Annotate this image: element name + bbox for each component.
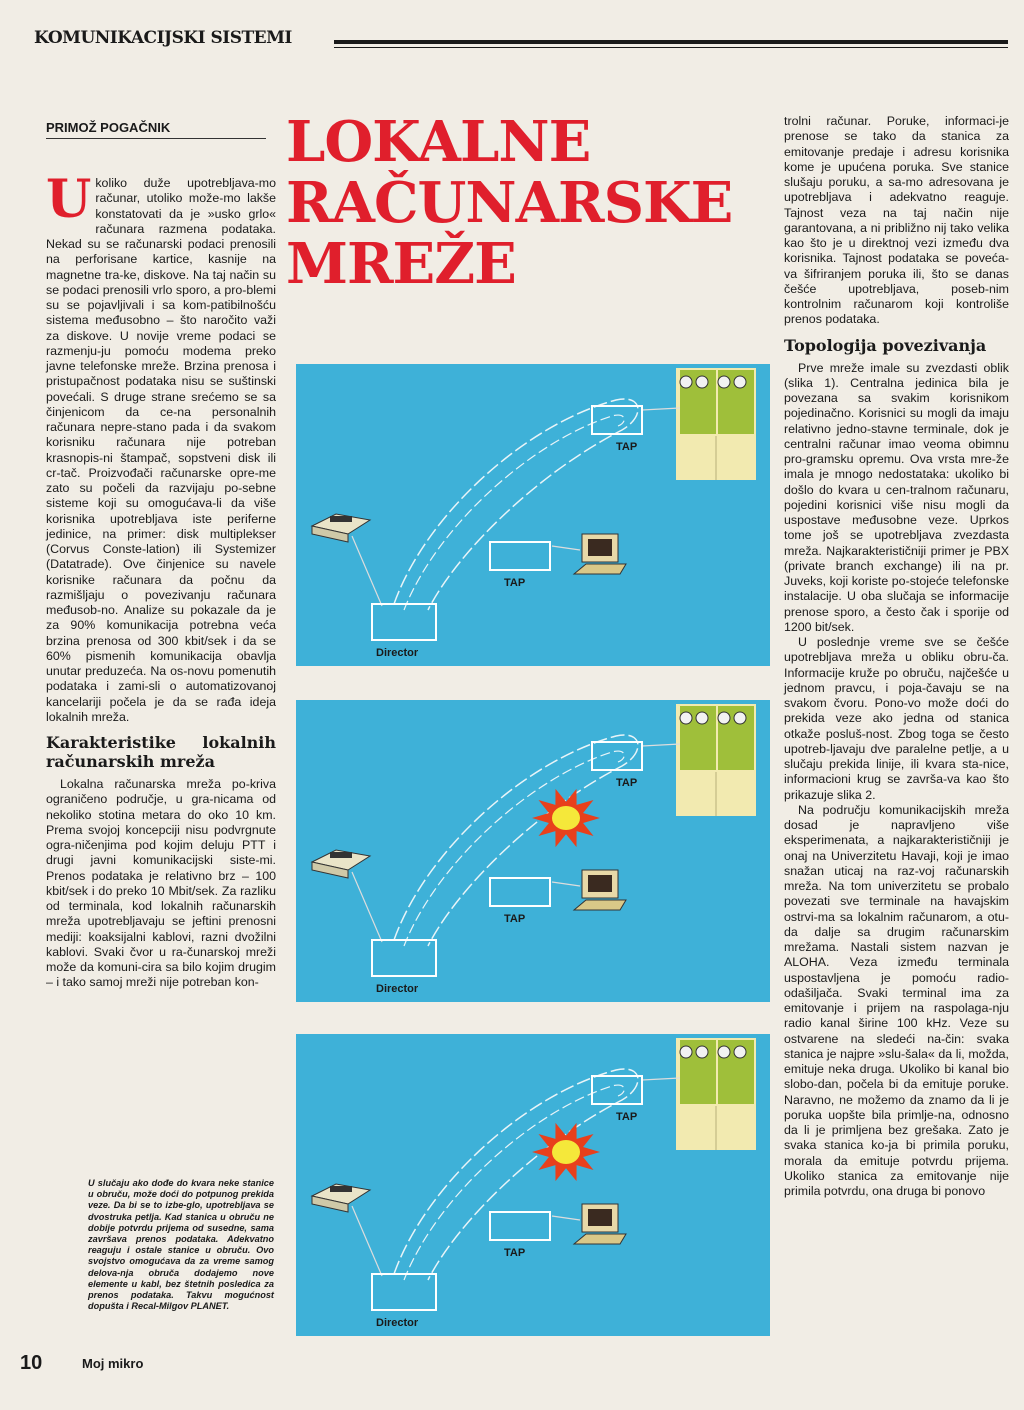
tape-reel-icon: [718, 376, 730, 388]
topology-paragraph-3: Na području komunikacijskih mreža dosad je napravljeno više eksperimenata, a najkarakterističniji je onaj na Univerzitetu Havaji, koji je imao snažan uticaj na raz-voj računarskih mreža. Na tom univerzitetu se probalo povezati sve terminale na havajskim ostrvi-ma sa lokalnim računarom, a otu-da dalje sa drugim računarskim mrežama. Nastali sistem nazvan je ALOHA. Veza između terminala uspostavljena je pomoću radio-odašiljača. Svaki terminal ima za emitovanje i prijem na raspolaga-nju radio kanal širine 100 kHz. Veze su ostvarene na sledeći na-čin: svaka stanica je najpre »slu-šala« da li, možda, emituje neka druga. Ukoliko bi kanal bio slobo-dan, počela bi da emituje poruke. Naravno, ne možemo da znamo da li je poruka uopšte bila primlje-na, odnosno da li je primljena bez grešaka. Zato je svaka stanica ko-ja bi primila poruku, morala da emituje potvrdu prijema. Ukoliko stanica za emitovanje nije primila potvrdu, ona druga bi ponovo: [784, 802, 1009, 1198]
tape-reel-icon: [696, 376, 708, 388]
tap-box-middle: [490, 1212, 550, 1240]
tape-reel-icon: [696, 712, 708, 724]
figure-caption: U slučaju ako dođe do kvara neke stanice u obruču, može doći do potpunog prekida veze. Da bi se to izbe-glo, upotrebljava se dvostruka petlja. Kad stanica u obruču ne dobije potvrdu prijema od susedne, sama završava prenos podataka. Adekvatno reaguju i ostale stanice u obruču. Ovo svojstvo omogućava da za vreme samog delova-nja obruča dodajemo nove elemente u kabl, bez štetnih posledica za prenos podataka. Takvu mogućnost dopušta i Recal-Milgov PLANET.: [88, 1178, 274, 1312]
terminal-keyboard: [574, 1234, 626, 1244]
mainframe-cable: [642, 744, 680, 746]
tape-reel-icon: [734, 376, 746, 388]
tap-label-top: TAP: [616, 777, 638, 789]
topology-paragraph-1: Prve mreže imale su zvezdasti oblik (slika 1). Centralna jedinica bila je povezana sa svakim korisnikom pojedinačno. Korisnici su mogli da imaju relativno jedno-stavne terminale, dok je centralni računar imao veoma obimnu pro-gramsku opremu. Ova vrsta mre-že imala je mnogo nedostataka: ukoliko bi došlo do kvara u cen-tralnom računaru, pojedini korisnici više nisu mogli da uspostave međusobne veze. Uprkos tome još se upotrebljava zvezdasta mreža. Najkarakterističniji primer je PBX (private branch exchange) ili na pr. Juveks, koji koriste po-stojeće telefonske instalacije. U oba slučaja se informacije prenose sporo, a često čak i sporije od 1200 bit/sek.: [784, 360, 1009, 634]
terminal-screen: [588, 1209, 612, 1226]
diagram-1: [296, 364, 770, 666]
printer-cable: [352, 1206, 382, 1276]
network-diagram-svg: [296, 700, 770, 1002]
topology-paragraph-2: U poslednje vreme sve se češće upotrebljava mreža u obliku obru-ča. Informacije kruže po obruču, najčešće u jednom pravcu, i poja-čavaju se na svakom čvoru. Pono-vo može doći do prekida veze ako jedna od stanica otkaže posluš-nost. Zbog toga se često upotreb-ljavaju dve paralelne petlje, a u slučaju prekida linije, ili kvara sta-nice, informacioni krug se završa-va kao što prikazuje slika 2.: [784, 635, 1009, 802]
section-title: KOMUNIKACIJSKI SISTEMI: [34, 28, 292, 48]
magazine-name: Moj mikro: [82, 1356, 144, 1371]
title-line-2: RAČUNARSKE: [286, 170, 733, 236]
printer-icon: [312, 1184, 370, 1212]
tap-label-middle: TAP: [504, 577, 526, 589]
tap-label-top: TAP: [616, 441, 638, 453]
tape-reel-icon: [680, 712, 692, 724]
terminal-keyboard: [574, 900, 626, 910]
mainframe-cabinet: [676, 704, 756, 816]
mainframe-cabinet: [676, 1038, 756, 1150]
subhead-characteristics: Karakteristike lokalnih računarskih mreža: [46, 733, 276, 771]
tape-reel-icon: [718, 712, 730, 724]
printer-icon: [312, 514, 370, 542]
page-number: 10: [20, 1352, 43, 1374]
dropcap: U: [46, 169, 92, 230]
printer-cable: [352, 536, 382, 606]
fault-burst-core: [552, 1140, 580, 1164]
tape-reel-icon: [718, 1046, 730, 1058]
author-rule: [46, 138, 266, 139]
article-title: [286, 109, 733, 297]
intro-text: koliko duže upotrebljava-mo računar, utoliko može-mo lakše konstatovati da je »usko grlo« računara razmena podataka. Nekad su se računarski podaci prenosili na perforisane kartice, kasnije na magnetne tra-ke, diskove. Na taj način su se podaci prenosili vrlo sporo, a pro-blemi su se pojavljivali i sa kom-patibilnošću sistema međusobno – što naročito važi za diskove. U novije vreme podaci se razmenju-ju pomoću modema preko javne telefonske mreže. Brzina prenosa i pristupačnost podataka nisu se suštinski povećali. S druge strane srećemo se sa činjenicom da ce-na personalnih računara nepre-stano pada i da svakom korisniku računara nije potreban krasnopis-ni štampač, sopstveni disk ili cr-tač. Proizvođači računarske opre-me zato su počeli da razvijaju po-sebne sisteme koji su omogućava-li da više korisnika upotrebljava iste periferne jedinice, na primer: disk multiplekser (Corvus Conste-lation) ili Systemizer (Datatrade). Ove činjenice su navele korisnike računara da počnu da razmišljaju o povezivanju računara međusob-no. Analize su pokazale da je za 90% komunikacija potrebna veća brzina prenosa od 300 kbit/sek i da se 60% pismenih komunikacija obavlja unutar preduzeća. Na os-novu pomenutih podataka i zami-sli o automatizovanoj kancelariji počela je da se rađa ideja lokalnih mreža.: [46, 176, 276, 724]
printer-slot: [330, 516, 352, 522]
terminal-icon: [574, 1204, 626, 1244]
diagram-3: [296, 1034, 770, 1336]
network-diagram-svg: [296, 1034, 770, 1336]
printer-slot: [330, 852, 352, 858]
tap-label-middle: TAP: [504, 1247, 526, 1259]
tape-reel-icon: [696, 1046, 708, 1058]
mainframe-cable: [642, 1078, 680, 1080]
printer-slot: [330, 1186, 352, 1192]
terminal-keyboard: [574, 564, 626, 574]
author-name: PRIMOŽ POGAČNIK: [46, 120, 171, 135]
column-right: [784, 114, 1009, 1199]
director-label: Director: [376, 983, 419, 995]
director-label: Director: [376, 647, 419, 659]
network-diagram-svg: [296, 364, 770, 666]
tape-reel-icon: [734, 712, 746, 724]
tap-box-middle: [490, 542, 550, 570]
header-rule: [334, 40, 1008, 44]
tape-reel-icon: [680, 1046, 692, 1058]
terminal-screen: [588, 875, 612, 892]
tap-box-middle: [490, 878, 550, 906]
terminal-icon: [574, 870, 626, 910]
header-rule-thin: [334, 47, 1008, 48]
terminal-screen: [588, 539, 612, 556]
diagram-2: [296, 700, 770, 1002]
tape-reel-icon: [680, 376, 692, 388]
terminal-cable: [552, 882, 580, 886]
title-line-3: MREŽE: [286, 231, 516, 297]
printer-cable: [352, 872, 382, 942]
tap-label-top: TAP: [616, 1111, 638, 1123]
mainframe-cabinet: [676, 368, 756, 480]
terminal-cable: [552, 546, 580, 550]
intro-paragraph: [46, 169, 276, 725]
characteristics-paragraph: Lokalna računarska mreža po-kriva ograničeno područje, u gra-nicama od nekoliko stotina metara do oko 10 km. Prema svojoj koncepciji nisu podvrgnute ogra-ničenjima pod kojim deluju PTT i drugi javni komunikacijski siste-mi. Prenos podataka je relativno brz – 100 kbit/sek i do preko 10 Mbit/sek. Za razliku od terminala, kod lokalnih računarskih mreža upotrebljavaju se jeftini prenosni mediji: koaksijalni kablovi, razni dvožilni kablovi. Svaki čvor u ra-čunarskoj mreži može da komuni-cira sa bilo kojim drugim – i tako samoj mreži nije potreban kon-: [46, 777, 276, 990]
director-label: Director: [376, 1317, 419, 1329]
tap-label-middle: TAP: [504, 913, 526, 925]
tape-reel-icon: [734, 1046, 746, 1058]
column-left: [46, 169, 276, 991]
printer-icon: [312, 850, 370, 878]
subhead-topology: Topologija povezivanja: [784, 335, 987, 355]
terminal-cable: [552, 1216, 580, 1220]
continuation-paragraph: trolni računar. Poruke, informaci-je prenose se tako da stanica za emitovanje predaje i adresu korisnika kome je upućena poruka. Sve stanice slušaju poruku, a sa-mo adresovana je upotrebljava i adekvatno reaguje. Tajnost veza na taj način nije garantovana, a ni približno nij tako velika kao što je u direktnoj vezi između dva korisnika. Tajnost podataka se poveća-va šifriranjem poruka ili, što se danas češće upotrebljava, poseb-nim kontrolnim računarom koji kontroliše prenos podataka.: [784, 114, 1009, 327]
fault-burst-core: [552, 806, 580, 830]
mainframe-cable: [642, 408, 680, 410]
title-line-1: LOKALNE: [286, 109, 591, 175]
terminal-icon: [574, 534, 626, 574]
